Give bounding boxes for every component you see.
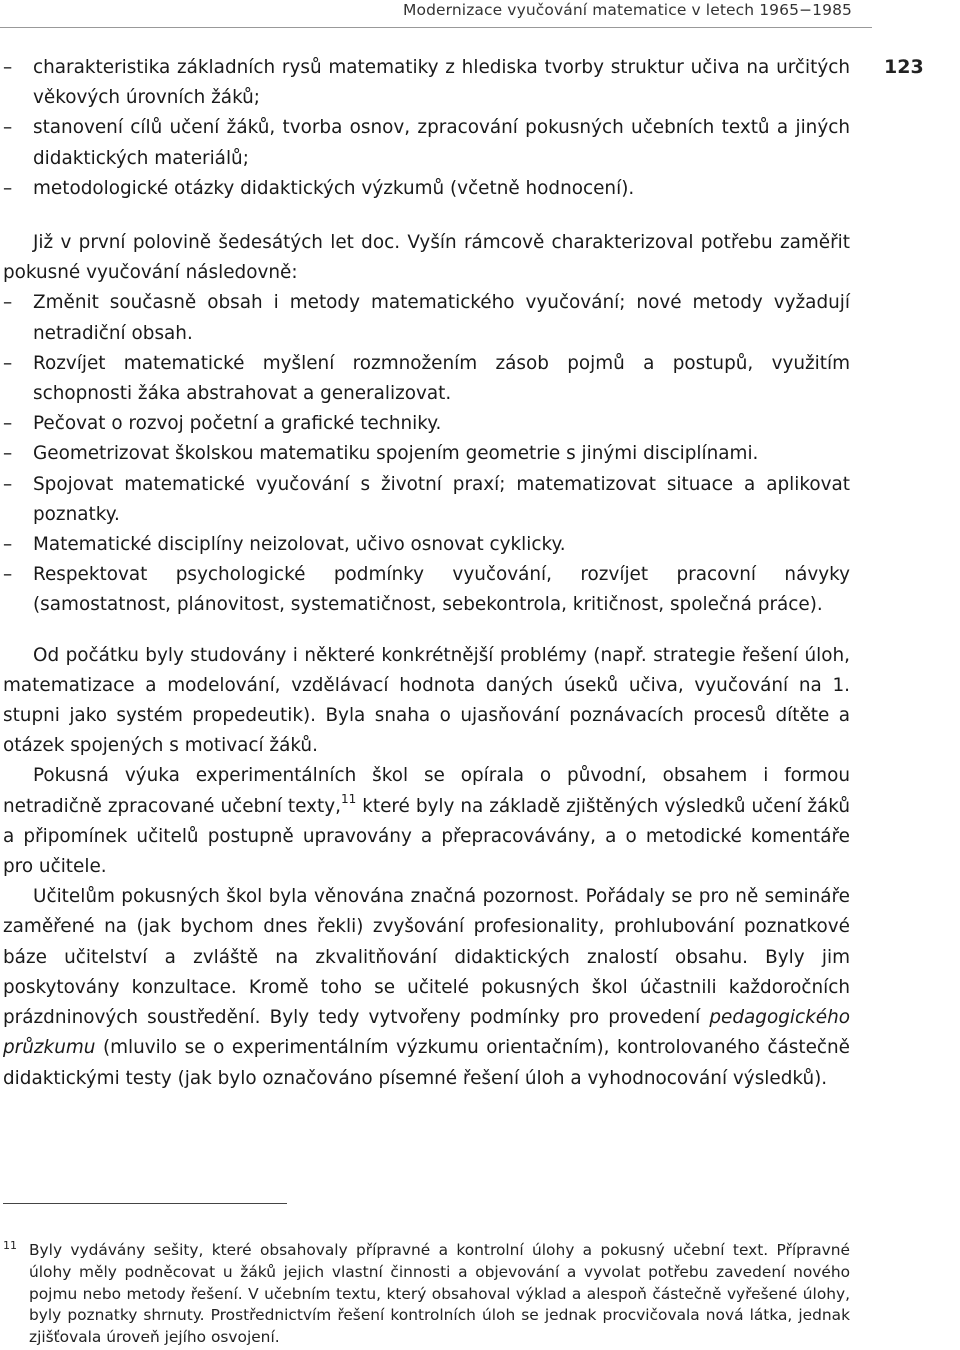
list-item: – charakteristika základních rysů matematiky z hlediska tvorby struktur učiva na určitých věkových úrovních žáků; bbox=[3, 53, 850, 113]
paragraph bbox=[3, 882, 850, 1093]
paragraph-text: Pokusná výuka experimentálních škol se opírala o původní, obsahem i formou netradičně zpracované učební texty, bbox=[3, 765, 850, 817]
paragraph: Od počátku byly studovány i některé konkrétnější problémy (např. strategie řešení úloh, matematizace a modelování, vzdělávací hodnota daných úseků učiva, vyučování na 1. stupni jako systém propedeutik). Byla snaha o ujasňování poznávacích procesů dítěte a otázek spojených s motivací žáků. bbox=[3, 644, 850, 757]
paragraph-text: (mluvilo se o experimentálním výzkumu orientačním), kontrolovaného částečně didaktickými testy (jak bylo označováno písemné řešení úloh a vyhodnocování výsledků). bbox=[3, 1037, 850, 1089]
footnote-mark: 11 bbox=[3, 1239, 17, 1252]
emphasis-text: pedagogického průzkumu bbox=[3, 1007, 850, 1059]
footnote-rule bbox=[3, 1203, 287, 1204]
list-item: – Rozvíjet matematické myšlení rozmnožením zásob pojmů a postupů, využitím schopnosti žáka abstrahovat a generalizovat. bbox=[3, 349, 850, 409]
body-text bbox=[3, 53, 850, 1094]
list-item: – metodologické otázky didaktických výzkumů (včetně hodnocení). bbox=[3, 174, 850, 204]
aims-list bbox=[3, 53, 850, 204]
footnote-ref[interactable]: 11 bbox=[340, 791, 357, 806]
paragraph-text: které byly na základě zjištěných výsledků učení žáků a připomínek učitelů postupně upravovány a přepracovávány, a o metodické komentáře pro učitele. bbox=[3, 795, 851, 878]
vysin-list bbox=[3, 288, 850, 620]
running-head: Modernizace vyučování matematice v letech 1965−1985 bbox=[403, 1, 852, 19]
list-item: – Pečovat o rozvoj početní a grafické techniky. bbox=[3, 409, 850, 439]
intro-paragraph: Již v první polovině šedesátých let doc. Vyšín rámcově charakterizoval potřebu zaměřit pokusné vyučování následovně: bbox=[3, 232, 850, 284]
paragraph bbox=[3, 761, 850, 882]
page-number: 123 bbox=[884, 56, 924, 78]
list-item: – Změnit současně obsah i metody matematického vyučování; nové metody vyžadují netradiční obsah. bbox=[3, 288, 850, 348]
footnote-text: Byly vydávány sešity, které obsahovaly přípravné a kontrolní úlohy a pokusný učební text. Přípravné úlohy měly podněcovat u žáků jejich vlastní činnosti a objevování a vyvolat potřebu zavedení nového pojmu nebo metody řešení. V učebním textu, který obsahoval výklad a alespoň částečně vyřešené úlohy, byly poznatky shrnuty. Prostřednictvím řešení kontrolních úloh se jednak procvičovala nová látka, jednak zjišťovala úroveň jejího osvojení. bbox=[29, 1241, 850, 1347]
paragraph-text: Učitelům pokusných škol byla věnována značná pozornost. Pořádaly se pro ně semináře zaměřené na (jak bychom dnes řekli) zvyšování profesionality, prohlubování poznatkové báze učitelství a zvláště na zkvalitňování didaktických znalostí obsahu. Byly jim poskytovány konzultace. Kromě toho se učitelé pokusných škol účastnili každoročních prázdninových soustředění. Byly tedy vytvořeny podmínky pro provedení bbox=[3, 886, 850, 1029]
list-item: – Matematické disciplíny neizolovat, učivo osnovat cyklicky. bbox=[3, 530, 850, 560]
list-item: – Geometrizovat školskou matematiku spojením geometrie s jinými disciplínami. bbox=[3, 439, 850, 469]
list-item: – Respektovat psychologické podmínky vyučování, rozvíjet pracovní návyky (samostatnost, plánovitost, systematičnost, sebekontrola, kritičnost, společná práce). bbox=[3, 560, 850, 620]
header-rule bbox=[0, 27, 872, 28]
footnote bbox=[3, 1240, 850, 1349]
list-item: – Spojovat matematické vyučování s životní praxí; matematizovat situace a aplikovat poznatky. bbox=[3, 470, 850, 530]
list-item: – stanovení cílů učení žáků, tvorba osnov, zpracování pokusných učebních textů a jiných didaktických materiálů; bbox=[3, 113, 850, 173]
